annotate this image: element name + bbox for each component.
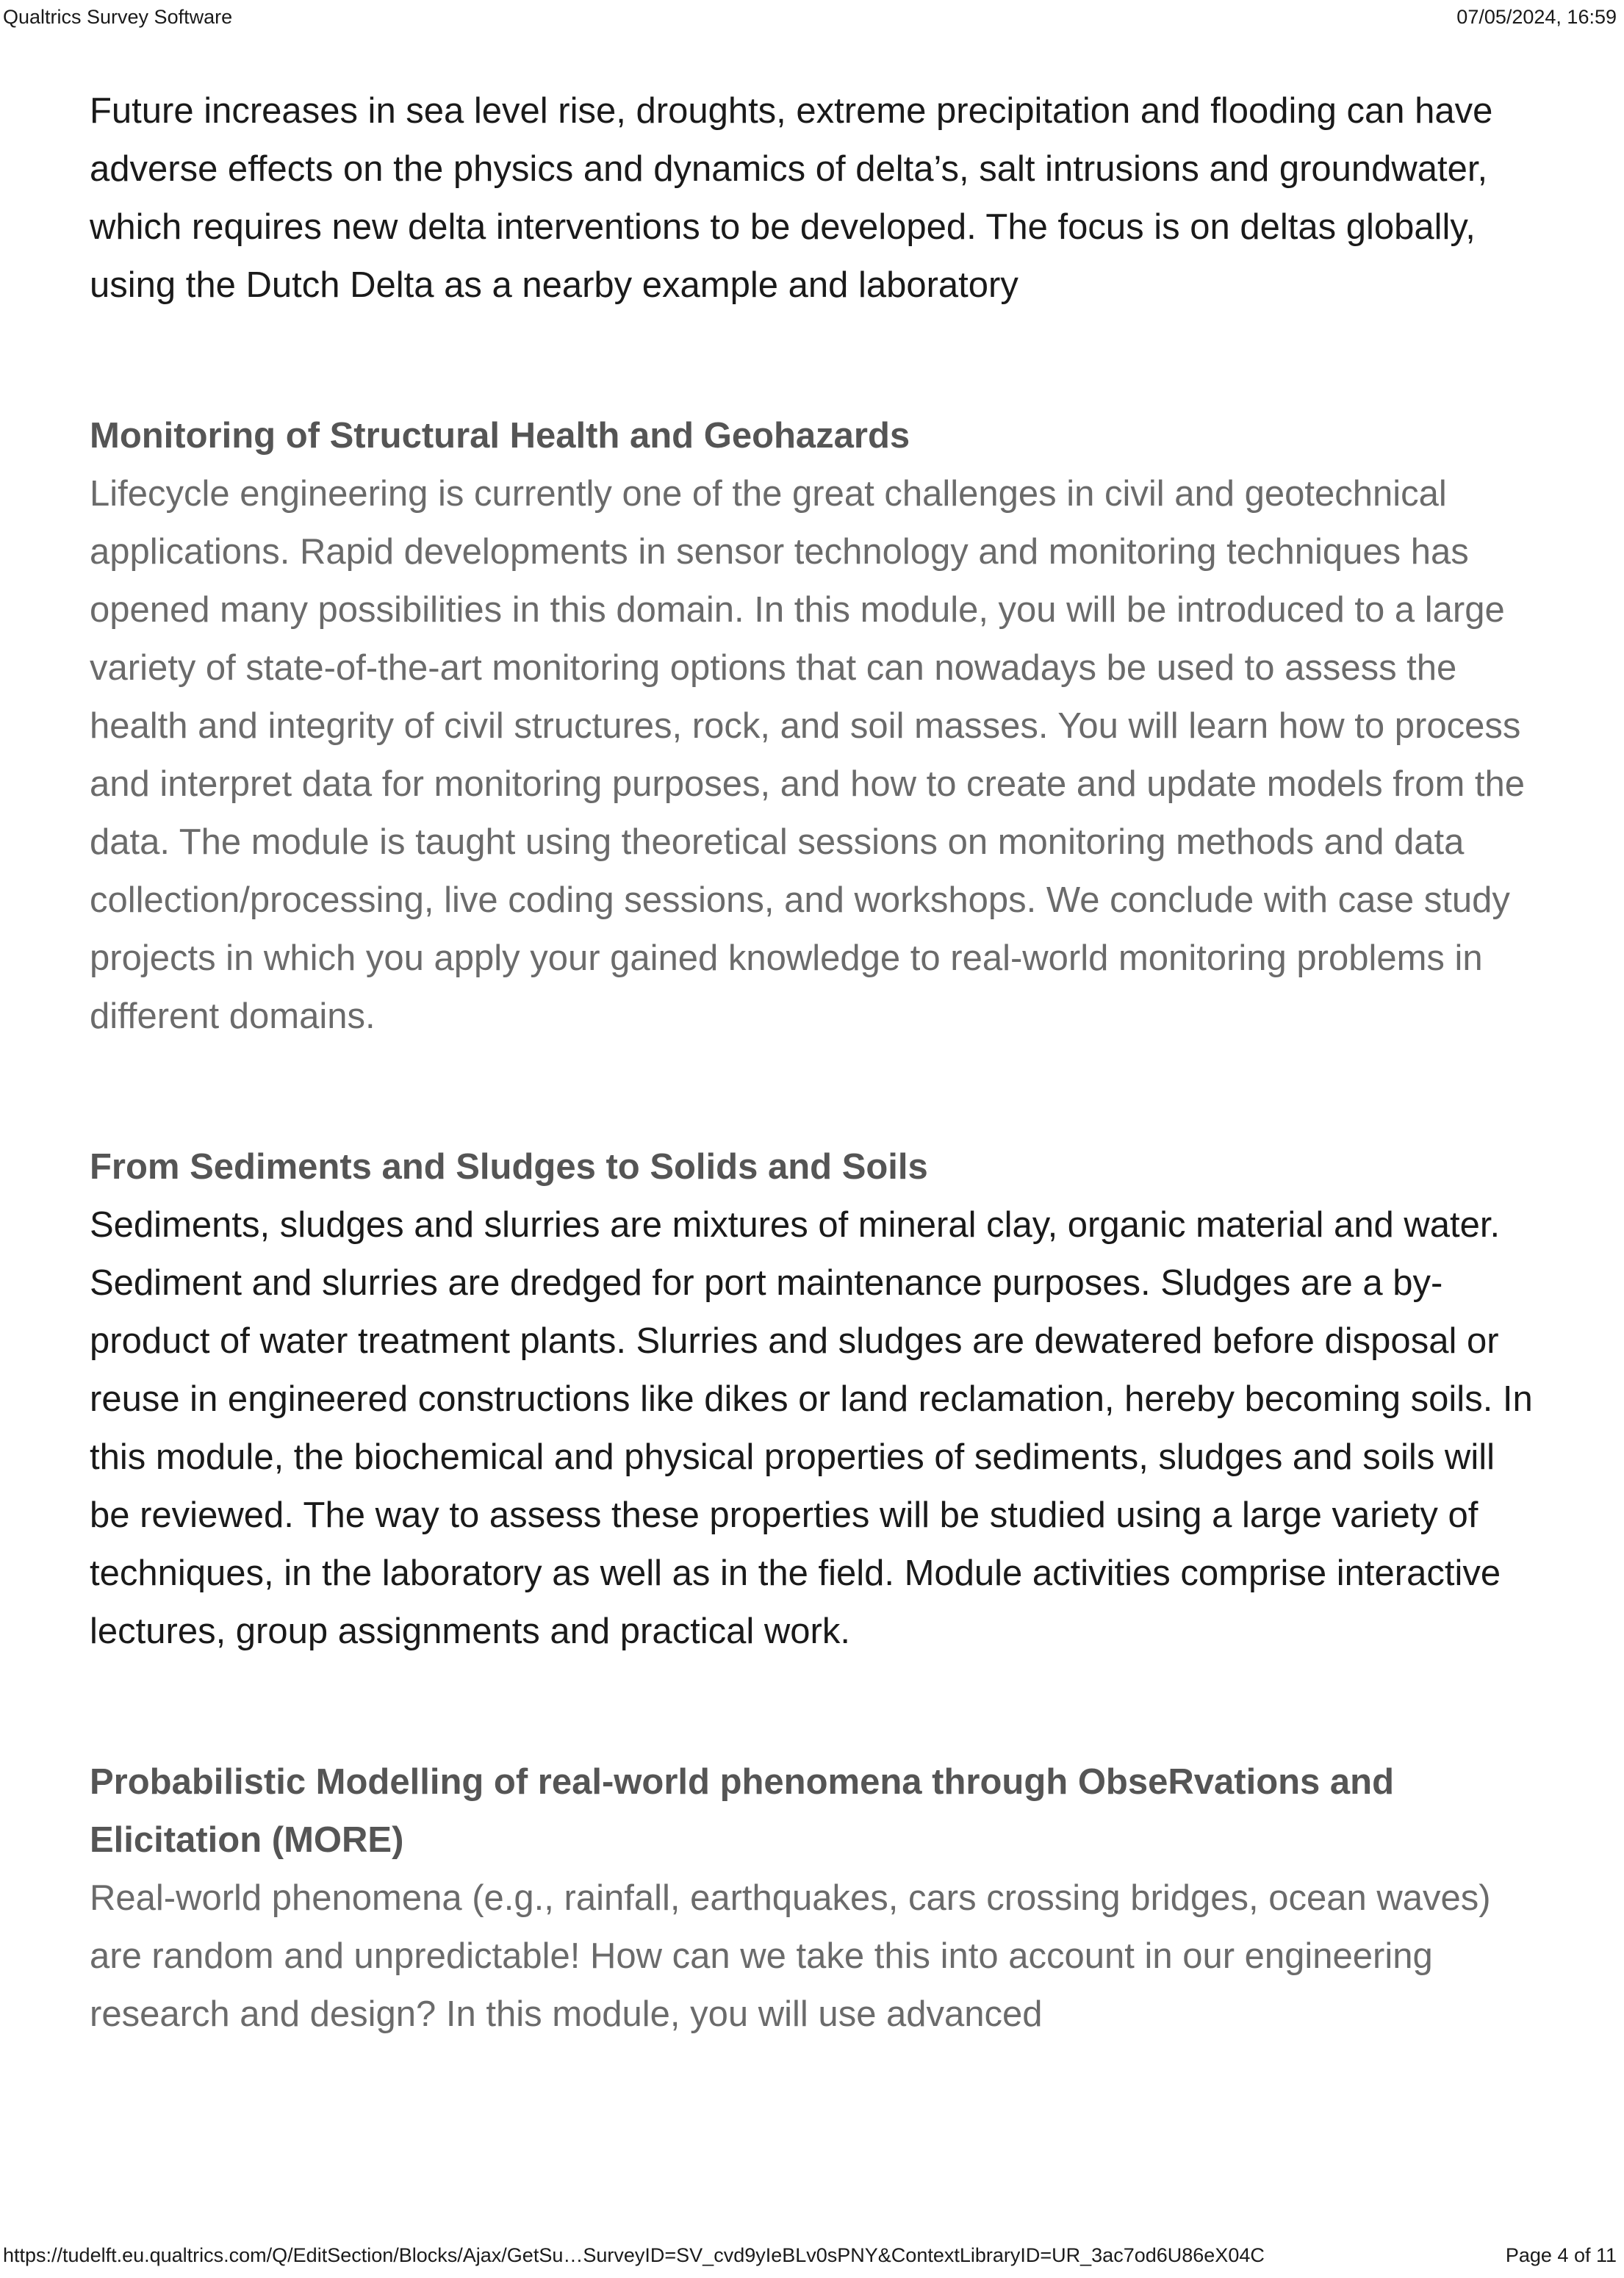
module-title: Probabilistic Modelling of real-world phenomena through ObseRvations and Elicitation (MORE) <box>90 1762 1395 1860</box>
module-description: Lifecycle engineering is currently one of the great challenges in civil and geotechnical applications. Rapid developments in sensor technology and monitoring techniques has opened many possibilities in this domain. In this module, you will be introduced to a large variety of state-of-the-art monitoring options that can nowadays be used to assess the health and integrity of civil structures, rock, and soil masses. You will learn how to process and interpret data for monitoring purposes, and how to create and update models from the data. The module is taught using theoretical sessions on monitoring methods and data collection/processing, live coding sessions, and workshops. We conclude with case study projects in which you apply your gained knowledge to real-world monitoring problems in different domains. <box>90 474 1526 1036</box>
module-description: Real-world phenomena (e.g., rainfall, earthquakes, cars crossing bridges, ocean waves) are random and unpredictable! How can we take this into account in our engineering research and design? In this module, you will use advanced <box>90 1878 1491 2034</box>
module-section-sediments <box>90 1138 1545 1661</box>
module-title: Monitoring of Structural Health and Geohazards <box>90 416 910 456</box>
module-description: Sediments, sludges and slurries are mixtures of mineral clay, organic material and water. Sediment and slurries are dredged for port maintenance purposes. Sludges are a by-product of water treatment plants. Slurries and sludges are dewatered before disposal or reuse in engineered constructions like dikes or land reclamation, hereby becoming soils. In this module, the biochemical and physical properties of sediments, sludges and soils will be reviewed. The way to assess these properties will be studied using a large variety of techniques, in the laboratory as well as in the field. Module activities comprise interactive lectures, group assignments and practical work. <box>90 1205 1533 1651</box>
page-number: Page 4 of 11 <box>1505 2244 1617 2266</box>
survey-content <box>90 82 1545 2044</box>
module-title: From Sediments and Sludges to Solids and Soils <box>90 1147 928 1187</box>
page-url: https://tudelft.eu.qualtrics.com/Q/EditSection/Blocks/Ajax/GetSu…SurveyID=SV_cvd9yIeBLv0sPNY&ContextLibraryID=UR_3ac7od6U86eX04C <box>3 2244 1265 2266</box>
intro-paragraph: Future increases in sea level rise, droughts, extreme precipitation and flooding can have adverse effects on the physics and dynamics of delta’s, salt intrusions and groundwater, which requires new delta interventions to be developed. The focus is on deltas globally, using the Dutch Delta as a nearby example and laboratory <box>90 91 1493 305</box>
module-section-more <box>90 1753 1545 2044</box>
app-title: Qualtrics Survey Software <box>3 6 233 28</box>
print-datetime: 07/05/2024, 16:59 <box>1456 6 1617 28</box>
print-footer <box>3 2244 1617 2274</box>
module-section-monitoring <box>90 407 1545 1046</box>
print-header <box>3 6 1617 35</box>
